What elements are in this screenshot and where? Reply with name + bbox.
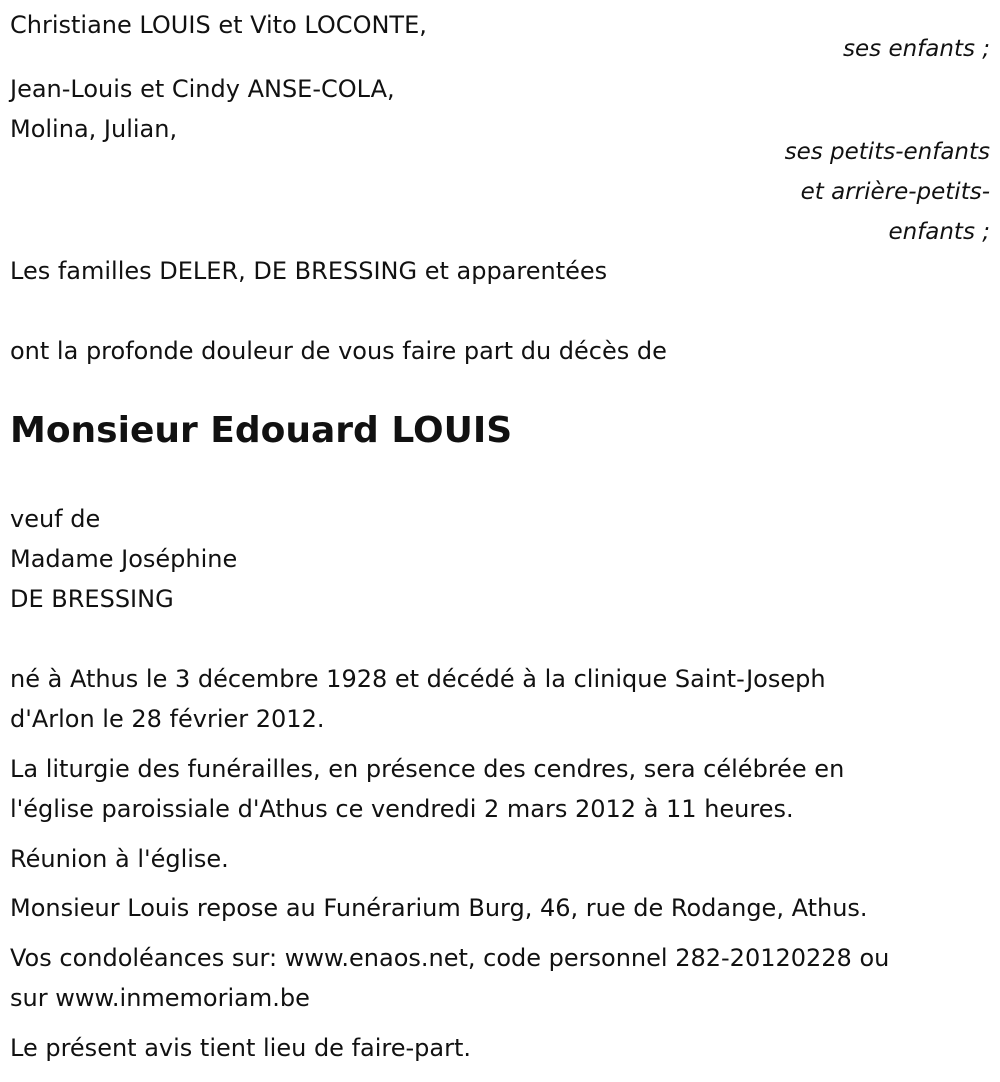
birth-death-line-2: d'Arlon le 28 février 2012. — [10, 705, 325, 733]
widow-line-2: Madame Joséphine — [10, 545, 238, 573]
birth-death-line-1: né à Athus le 3 décembre 1928 et décédé à la clinique Saint-Joseph — [10, 665, 826, 693]
liturgy-line-1: La liturgie des funérailles, en présence des cendres, sera célébrée en — [10, 755, 845, 783]
notice-statement: Le présent avis tient lieu de faire-part. — [10, 1034, 472, 1062]
grandchildren-role-line-2: et arrière-petits- — [800, 179, 990, 205]
condolences-line-1: Vos condoléances sur: www.enaos.net, code personnel 282-20120228 ou — [10, 944, 890, 972]
condolences-line-2: sur www.inmemoriam.be — [10, 984, 310, 1012]
families-line: Les familles DELER, DE BRESSING et apparentées — [10, 257, 608, 285]
meeting-info: Réunion à l'église. — [10, 845, 229, 873]
deceased-name: Monsieur Edouard LOUIS — [10, 410, 513, 451]
grandchildren-names-line-2: Molina, Julian, — [10, 115, 178, 143]
liturgy-line-2: l'église paroissiale d'Athus ce vendredi 2 mars 2012 à 11 heures. — [10, 795, 794, 823]
rest-place: Monsieur Louis repose au Funérarium Burg, 46, rue de Rodange, Athus. — [10, 894, 868, 922]
grandchildren-role-line-1: ses petits-enfants — [784, 139, 990, 165]
grandchildren-role-line-3: enfants ; — [888, 219, 990, 245]
children-role: ses enfants ; — [843, 36, 990, 62]
widow-line-1: veuf de — [10, 505, 101, 533]
children-names: Christiane LOUIS et Vito LOCONTE, — [10, 11, 427, 39]
grandchildren-names-line-1: Jean-Louis et Cindy ANSE-COLA, — [10, 75, 395, 103]
announcement-intro: ont la profonde douleur de vous faire part du décès de — [10, 337, 667, 365]
widow-line-3: DE BRESSING — [10, 585, 174, 613]
